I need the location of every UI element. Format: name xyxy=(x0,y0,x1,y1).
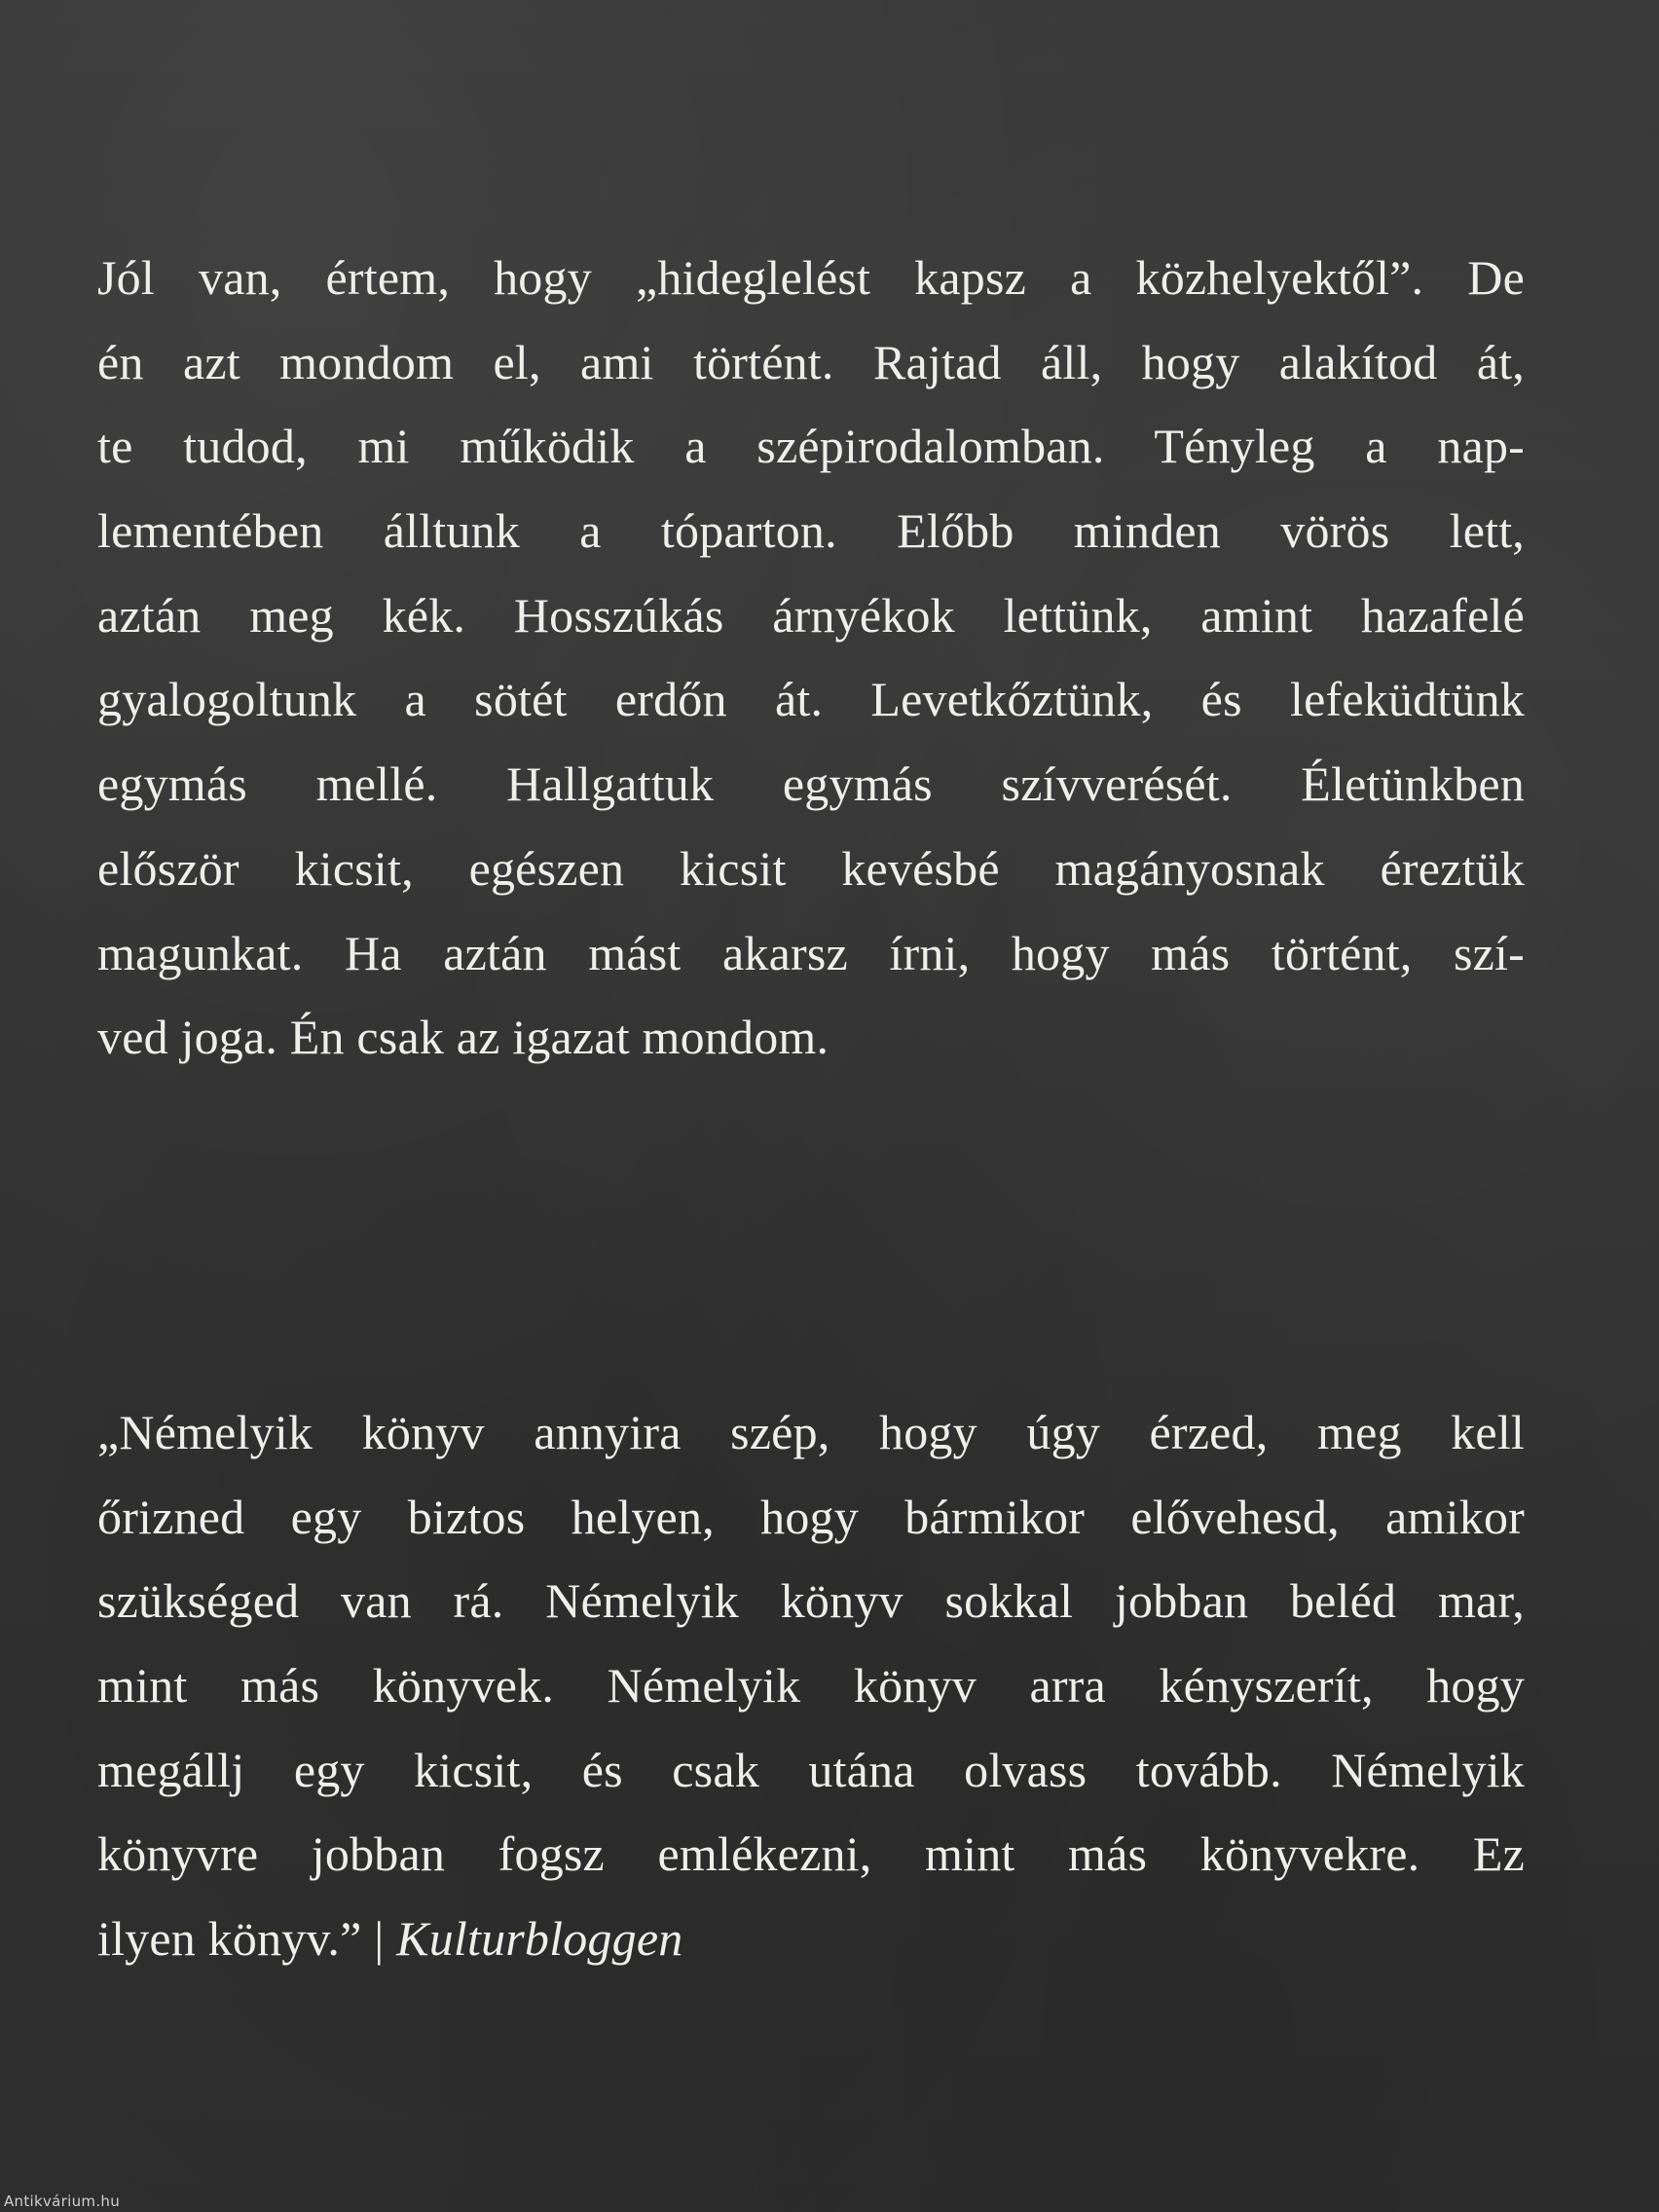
review-quote xyxy=(97,1390,1525,1981)
excerpt-line: egymás mellé. Hallgattuk egymás szívverését. Életünkben xyxy=(97,756,1525,812)
quote-line: megállj egy kicsit, és csak utána olvass tovább. Némelyik xyxy=(97,1742,1525,1797)
excerpt-line: először kicsit, egészen kicsit kevésbé magányosnak éreztük xyxy=(97,840,1525,896)
quote-line: mint más könyvek. Némelyik könyv arra kényszerít, hogy xyxy=(97,1658,1525,1714)
excerpt-line: én azt mondom el, ami történt. Rajtad áll, hogy alakítod át, xyxy=(97,334,1525,389)
excerpt-line: aztán meg kék. Hosszúkás árnyékok lettünk, amint hazafelé xyxy=(97,587,1525,643)
excerpt-line: ved joga. Én csak az igazat mondom. xyxy=(97,1010,830,1065)
quote-last-line xyxy=(97,1897,1525,1981)
quote-line: „Némelyik könyv annyira szép, hogy úgy érzed, meg kell xyxy=(97,1405,1525,1459)
excerpt-line: Jól van, értem, hogy „hideglelést kapsz a közhelyektől”. De xyxy=(97,250,1525,305)
excerpt-paragraph xyxy=(97,236,1525,1080)
excerpt-line: te tudod, mi működik a szépirodalomban. Tényleg a nap- xyxy=(97,419,1525,474)
quote-line: könyvre jobban fogsz emlékezni, mint más könyvekre. Ez xyxy=(97,1826,1525,1882)
quote-last-line-text: ilyen könyv.” | xyxy=(97,1911,397,1967)
excerpt-line: magunkat. Ha aztán mást akarsz írni, hogy más történt, szí- xyxy=(97,925,1525,980)
quote-source: Kulturbloggen xyxy=(396,1911,683,1967)
watermark: Antikvárium.hu xyxy=(4,2193,121,2210)
quote-line: szükséged van rá. Némelyik könyv sokkal jobban beléd mar, xyxy=(97,1573,1525,1629)
excerpt-line: lementében álltunk a tóparton. Előbb minden vörös lett, xyxy=(97,503,1525,559)
quote-line: őrizned egy biztos helyen, hogy bármikor elővehesd, amikor xyxy=(97,1489,1525,1544)
excerpt-line: gyalogoltunk a sötét erdőn át. Levetkőztünk, és lefeküdtünk xyxy=(97,672,1525,727)
